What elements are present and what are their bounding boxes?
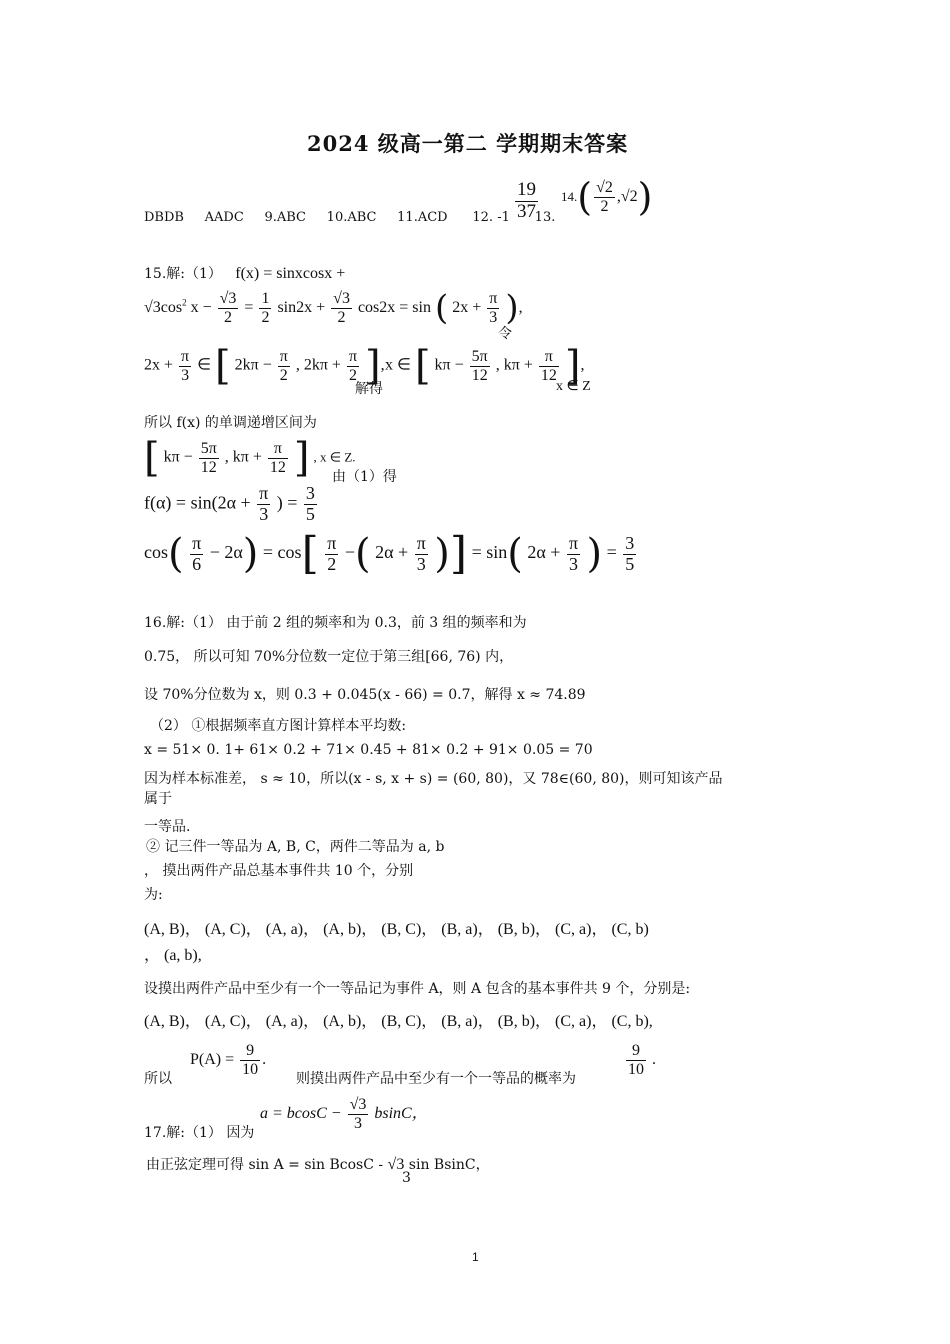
q16-so: 所以 [144, 1071, 172, 1087]
q15-cos-f: = sin [471, 542, 508, 563]
q14-left-paren: ( [577, 175, 593, 219]
q15-part2: 由（1）得 [332, 469, 397, 485]
q16-pa-den: 10 [242, 1060, 259, 1078]
q15-cos-g: 2α + [527, 542, 561, 563]
q16-line9: ② 记三件一等品为 A, B, C，两件二等品为 a, b [146, 839, 445, 855]
q16-line6: 因为样本标准差， s ≈ 10，所以(x - s, x + s) = (60, 80)，又 78∈(60, 80)，则可知该产品 [144, 771, 723, 787]
q16-pa-num: 9 [240, 1042, 260, 1061]
q15-cos-frac1-num: π [192, 532, 202, 553]
q15-arg1: 2x + [452, 298, 482, 316]
q16-line2: 0.75， 所以可知 70%分位数一定位于第三组[66, 76) 内， [144, 649, 514, 665]
q16-conclusion: 则摸出两件产品中至少有一个一等品的概率为 [296, 1071, 576, 1087]
q15-interval-a: kπ − [163, 448, 193, 466]
q16-pa [190, 1042, 266, 1078]
q15-cos-frac5-num: 3 [625, 532, 635, 553]
q15-l3-d: kπ − [434, 356, 464, 374]
q16-prob-num: 9 [626, 1042, 646, 1061]
q16-line4: （2） ①根据频率直方图计算样本平均数: [150, 718, 407, 734]
q17-equation [260, 1096, 428, 1132]
q15-cos-frac4-num: π [568, 532, 579, 553]
q16-line8: 一等品. [144, 819, 191, 835]
q16-pa-dot: . [262, 1050, 267, 1068]
q16-pa-label: P(A) = [190, 1050, 235, 1068]
answer-group-1: DBDB [144, 210, 184, 225]
q14-second: ,√2 [616, 188, 638, 205]
q15-cos-e: 2α + [375, 542, 409, 563]
q15-l3-frac5-num: π [539, 348, 559, 367]
q16-line13: ， (a, b), [144, 947, 202, 964]
q16-line7: 属于 [144, 791, 172, 807]
q15-l3-frac1-den: 3 [181, 366, 190, 384]
q17-eq-den: 3 [353, 1114, 362, 1132]
q15-cos-line: cos( $\frac{\pi}{6}$ − 2α) = cos[ $\frac{\pi}{2}$ −( 2α + $\frac{\pi}{3}$ )] = sin( 2α + $\frac{\pi}{3}$ ) = $\frac{3}{5}$ [144, 528, 635, 579]
q15-cos-c: = cos [262, 542, 302, 563]
q15-line2: $√3\cos^2$ x − $\frac{√3}{2}$ = $\frac{1}{2}$ sin2x + $\frac{√3}{2}$ cos2x = sin ( 2x + $\frac{\pi}{3}$ ), [144, 288, 523, 329]
q15-x-minus: x − [190, 298, 212, 316]
q15-l3-comma: , [380, 356, 385, 374]
page-title: 2024 级高一第二 学期期末答案 [307, 131, 629, 156]
q16-prob-den: 10 [628, 1060, 644, 1078]
q15-l3-frac4-den: 12 [471, 366, 488, 384]
q15-interval-frac2-num: π [268, 440, 288, 459]
q15-falpha-frac1-den: 3 [259, 503, 269, 524]
q16-line12: (A, B)， (A, C)， (A, a)， (A, b)， (B, C)， (B, a)， (B, b)， (C, a)， (C, b) [144, 921, 649, 938]
q15-l3-b: 2kπ − [234, 356, 272, 374]
q17-eq-num: √3 [349, 1096, 367, 1113]
q15-l3-a: 2x + [144, 356, 174, 374]
q15-interval-frac1-den: 12 [200, 458, 217, 476]
q17-l2-text: 由正弦定理可得 sin A = sin BcosC - [146, 1157, 384, 1173]
answer-group-2: AADC [204, 210, 244, 225]
q15-cos-b: − 2α [209, 542, 243, 563]
q17-head: 17.解:（1） 因为 [144, 1125, 255, 1141]
answer-12: 12. -1 [472, 210, 510, 225]
q15-cos-frac5-den: 5 [625, 553, 635, 574]
q15-falpha-eq: ) = [276, 492, 298, 513]
answer-13-fraction [513, 180, 540, 223]
q15-l3-e: , kπ + [495, 356, 533, 374]
q15-f-def: f(x) = sinxcosx + [235, 265, 346, 282]
q15-interval-c: , x ∈ Z. [313, 449, 356, 465]
q15-frac3-num: √3 [333, 290, 350, 307]
q15-l3-frac5-den: 12 [540, 366, 557, 384]
q15-falpha-frac2-num: 3 [305, 483, 315, 503]
q13-denominator: 37 [517, 200, 536, 222]
q15-l3-xz: x ∈ Z [556, 379, 591, 394]
q15-frac2-den: 2 [261, 308, 270, 326]
q15-cos-frac3-num: π [416, 532, 426, 553]
q15-cos-frac4-den: 3 [568, 553, 578, 574]
q15-l3-c: , 2kπ + [295, 356, 341, 374]
q15-frac3-den: 2 [337, 308, 346, 326]
answer-10: 10.ABC [326, 210, 377, 225]
q15-frac4-den: 3 [489, 308, 498, 326]
q14-numerator: √2 [596, 178, 613, 196]
q17-eq-a: a = bcosC − [260, 1104, 342, 1122]
q14-label: 14. [561, 189, 578, 204]
q15-line3: 2x + $\frac{\pi}{3}$ ∈ [ 2kπ − $\frac{\pi}{2}$ , 2kπ + $\frac{\pi}{2}$ ], [144, 343, 385, 389]
q15-cos2x: cos2x = sin [357, 298, 431, 316]
answer-9: 9.ABC [264, 210, 306, 225]
q15-cos-frac1-den: 6 [192, 553, 202, 574]
q14-right-paren: ) [637, 175, 653, 219]
q15-frac1-den: 2 [224, 308, 233, 326]
q15-l3-in: ∈ [197, 356, 212, 374]
q17-l2-den: 3 [402, 1170, 411, 1186]
q17-l2-sqrt: √3 [387, 1156, 405, 1173]
q15-falpha-frac2-den: 5 [305, 503, 315, 524]
q15-cos-a: cos [144, 542, 168, 563]
answers-line [144, 210, 555, 225]
q16-line10: ， 摸出两件产品总基本事件共 10 个，分别 [144, 863, 414, 879]
q15-falpha [144, 484, 319, 525]
q15-falpha-a: f(α) = sin(2α + [144, 492, 251, 513]
q16-line15: (A, B)， (A, C)， (A, a)， (A, b)， (B, C)， (B, a)， (B, b)， (C, a)， (C, b), [144, 1013, 653, 1030]
page-number: 1 [472, 1250, 479, 1264]
q15-interval-frac1-num: 5π [200, 439, 217, 457]
q15-mono: 所以 f(x) 的单调递增区间为 [144, 415, 317, 431]
q15-sqrt3cos: √3cos [144, 298, 183, 316]
q16-line1: 16.解:（1） 由于前 2 组的频率和为 0.3，前 3 组的频率和为 [144, 615, 527, 631]
q17-l2-end: sin BsinC， [408, 1157, 490, 1173]
q15-line3-solution: x ∈ [ kπ − $\frac{5\pi}{12}$ , kπ + $\frac{\pi}{12}$ ], [385, 343, 585, 389]
q15-falpha-frac1-num: π [259, 483, 269, 503]
q15-cos-frac2-num: π [327, 532, 337, 553]
q16-line5: x = 51× 0. 1+ 61× 0.2 + 71× 0.45 + 81× 0.2 + 91× 0.05 = 70 [144, 742, 593, 758]
q15-interval: [ kπ − $\frac{5\pi}{12}$ , kπ + $\frac{\pi}{12}$ ] , x ∈ Z. [144, 435, 356, 481]
q15-cos-d: − [344, 542, 355, 563]
q15-l3-x: x ∈ [385, 356, 411, 374]
q17-line2 [146, 1154, 490, 1174]
q15-l3-frac1-num: π [181, 347, 190, 365]
q16-line3: 设 70%分位数为 x，则 0.3 + 0.045(x - 66) = 0.7，解得 x ≈ 74.89 [144, 687, 586, 703]
q15-l3-frac3-den: 2 [348, 366, 357, 384]
q15-cos-frac2-den: 2 [327, 553, 337, 574]
q16-line11: 为: [144, 887, 163, 903]
q15-interval-frac2-den: 12 [269, 458, 286, 476]
q15-l3-frac4-num: 5π [471, 347, 488, 365]
q15-l3-frac2-den: 2 [279, 366, 288, 384]
q17-eq-b: bsinC， [374, 1104, 428, 1122]
q15-frac2-num: 1 [261, 290, 270, 307]
q15-l3-frac2-num: π [279, 347, 288, 365]
q15-frac4-num: π [489, 290, 498, 307]
q15-ling: 令 [498, 326, 512, 342]
q14-denominator: 2 [600, 197, 609, 215]
q15-cos-frac3-den: 3 [416, 553, 426, 574]
q15-cos-h: = [606, 542, 617, 563]
answer-11: 11.ACD [397, 210, 448, 225]
q15-frac1-num: √3 [219, 290, 237, 307]
answer-14 [561, 175, 653, 219]
q15-l3-frac3-num: π [348, 347, 358, 365]
q15-sin2x: sin2x + [277, 298, 326, 316]
q16-prob [624, 1042, 656, 1078]
answer-13-label: 13. [534, 210, 556, 225]
q15-head [144, 263, 345, 283]
q15-jiede: 解得 [355, 381, 383, 397]
q15-eq1: = [244, 298, 254, 316]
q13-numerator: 19 [517, 179, 536, 200]
q15-label: 15.解:（1） [144, 266, 222, 282]
q16-prob-dot: . [652, 1050, 656, 1068]
q16-line14: 设摸出两件产品中至少有一个一等品记为事件 A，则 A 包含的基本事件共 9 个，分别是: [144, 981, 691, 997]
q15-interval-b: , kπ + [224, 448, 262, 466]
